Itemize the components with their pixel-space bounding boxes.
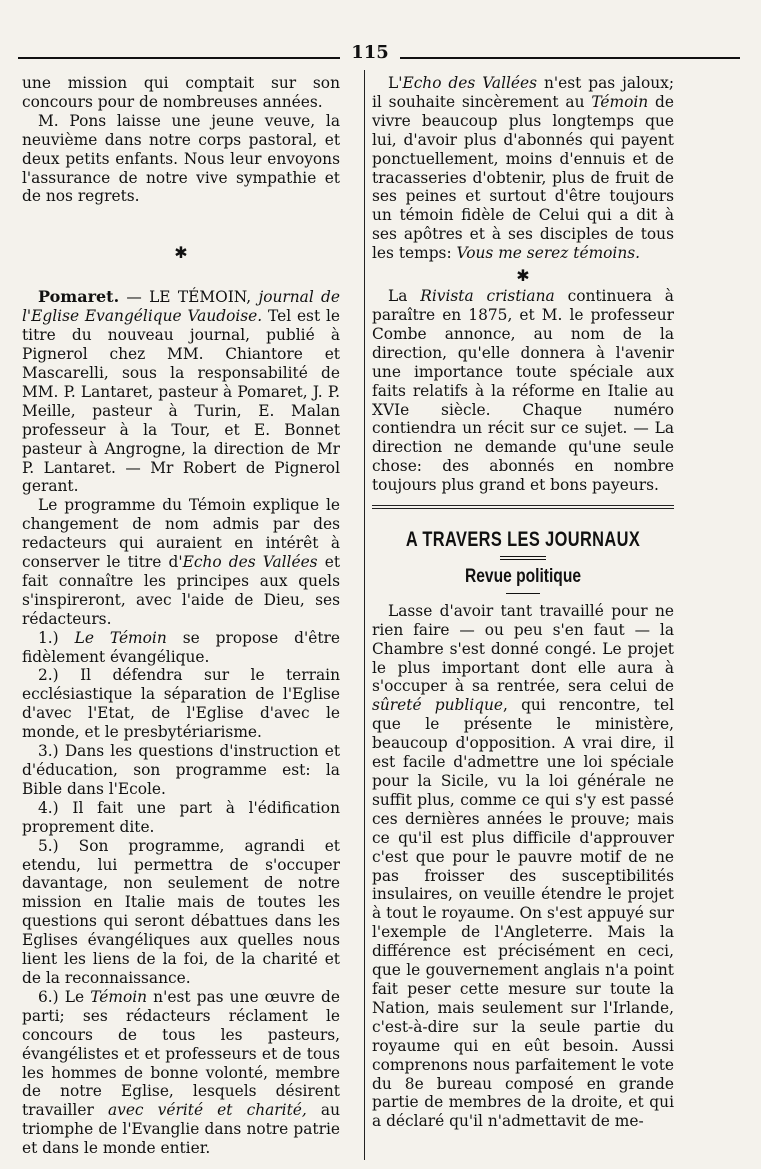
point-5: 5.) Son programme, agrandi et etendu, lui permettra de s'occuper davantage, non seulement de notre mission en Italie mais de toutes les questions qui seront débattues dans les Eglises évangéliques aux quelles nous lient les liens de la foi, de la charité et de la reconnaissance. <box>22 836 340 987</box>
point-1 <box>22 629 340 667</box>
pomaret-dash: — LE TÉMOIN, <box>119 288 259 307</box>
programme-intro-b: et fait connaître les principes aux quels s'inspireront, avec l'aide de Dieu, ses rédacteurs. <box>22 553 341 628</box>
subsection-title: Revue politique <box>464 565 582 587</box>
revue-italic: sûreté publique <box>372 696 504 715</box>
programme-intro-a: Le programme du Témoin explique le changement de nom admis par des redacteurs qui auraient en intérêt à conserver le titre d' <box>22 496 340 572</box>
echo-italic2: Témoin <box>591 92 649 111</box>
point-6-italic: Témoin <box>90 987 148 1006</box>
echo-c: de vivre beaucoup plus longtemps que lui, d'avoir plus d'abonnés qui payent ponctuellement, moins d'ennuis et de tracasseries d'obtenir, plus de fruit de ses peines et surtout d'être toujours un témoin fidèle de Celui qui a dit à ses apôtres et à ses disciples de tous les temps: <box>372 92 675 263</box>
pomaret-lead: Pomaret. <box>38 287 120 307</box>
revue-paragraph <box>372 602 674 1131</box>
revue-b: , qui rencontre, tel que le présente le ministère, beaucoup d'opposition. A vrai dire, il est facile d'admettre une loi spéciale pour la Sicile, vu la loi générale ne suffit plus, comme ce qui s'y est passé ces dernières années le prouve; mais ce qu'il est plus difficile d'approuver c'est que pour le pauvre motif de ne pas froisser des susceptibilités insulaires, on veuille étendre le projet à tout le royaume. On s'est appuyé sur l'exemple de l'Angleterre. Mais la différence est précisément en ceci, que le gouvernement anglais n'a point fait peser cette mesure sur toute la Nation, mais seulement sur l'Irlande, c'est-à-dire sur la seule partie du royaume qui en eût besoin. Aussi comprenons nous parfaitement le vote du 8e bureau composé en grande partie de membres de la droite, et qui a déclaré qu'il n'admettavit de me- <box>372 696 674 1131</box>
pomaret-paragraph <box>22 288 340 496</box>
section-title: A TRAVERS LES JOURNAUX <box>405 528 641 552</box>
echo-italic: Echo des Vallées <box>402 74 538 92</box>
point-6-text-a: n'est pas une œuvre de parti; ses rédacteurs réclament le concours de tous les pasteurs, évangélistes et et professeurs et de tous les hommes de bonne volonté, membre de notre Eglise, lesquels désirent travailler <box>22 987 341 1120</box>
rivista-paragraph <box>372 287 674 495</box>
echo-b: n'est pas jaloux; il souhaite sincèrement au <box>372 74 675 111</box>
left-column <box>22 74 340 1158</box>
echo-a: L' <box>388 74 403 92</box>
column-divider <box>364 70 365 1160</box>
echo-paragraph <box>372 74 674 263</box>
point-2: 2.) Il défendra sur le terrain ecclésiastique la séparation de l'Eglise d'avec l'Etat, de l'Eglise d'avec le monde, et le presbytériarisme. <box>22 666 340 742</box>
revue-a: Lasse d'avoir tant travaillé pour ne rien faire — ou peu s'en faut — la Chambre s'est donné congé. Le projet le plus important dont elle aura à s'occuper à sa rentrée, sera celui de <box>372 601 674 696</box>
point-6-text-b: au triomphe de l'Evanglie dans notre patrie et dans le monde entier. <box>22 1101 340 1158</box>
programme-intro-italic: Echo des Vallées <box>182 553 318 572</box>
point-4: 4.) Il fait une part à l'édification proprement dite. <box>22 798 340 836</box>
point-1-num: 1.) <box>38 628 75 647</box>
rivista-italic: Rivista cristiana <box>420 287 555 306</box>
pomaret-body: Tel est le titre du nouveau journal, publié à Pignerol chez MM. Chiantore et Mascarelli, sous la responsabilité de MM. P. Lantaret, pasteur à Pomaret, J. P. Meille, pasteur à Turin, E. Malan professeur à la Tour, et E. Bonnet pasteur à Angrogne, la direction de Mr P. Lantaret. — Mr Robert de Pignerol gerant. <box>22 307 340 496</box>
pomaret-journal: journal de l'Eglise Evangélique Vaudoise. <box>22 288 340 326</box>
point-1-text: se propose d'être fidèlement évangélique. <box>22 628 341 666</box>
obituary-note: M. Pons laisse une jeune veuve, la neuvième dans notre corps pastoral, et deux petits enfants. Nous leur envoyons l'assurance de notre vive sympathie et de nos regrets. <box>22 111 340 206</box>
point-1-italic: Le Témoin <box>74 628 167 647</box>
programme-intro <box>22 496 340 628</box>
point-6 <box>22 988 340 1158</box>
page-number: 115 <box>340 42 400 64</box>
point-6-num: 6.) Le <box>38 987 91 1006</box>
rivista-a: La <box>388 287 421 306</box>
separator-star: ✱ <box>174 243 188 263</box>
right-column <box>372 74 674 1131</box>
obituary-end: une mission qui comptait sur son concours pour de nombreuses années. <box>22 74 340 111</box>
separator-star-right: ✱ <box>516 266 530 286</box>
point-3: 3.) Dans les questions d'instruction et d'éducation, son programme est: la Bible dans l'Ecole. <box>22 742 340 798</box>
echo-quote: Vous me serez témoins. <box>456 244 641 263</box>
rivista-b: continuera à paraître en 1875, et M. le professeur Combe annonce, au nom de la direction, qu'elle donnera à l'avenir une importance toute spéciale aux faits relatifs à la réforme en Italie au XVIe siècle. Chaque numéro contiendra un récit sur ce sujet. — La direction ne demande qu'une seule chose: des abonnés en nombre toujours plus grand et bons payeurs. <box>372 287 674 495</box>
point-6-italic2: avec vérité et charité, <box>107 1101 307 1120</box>
